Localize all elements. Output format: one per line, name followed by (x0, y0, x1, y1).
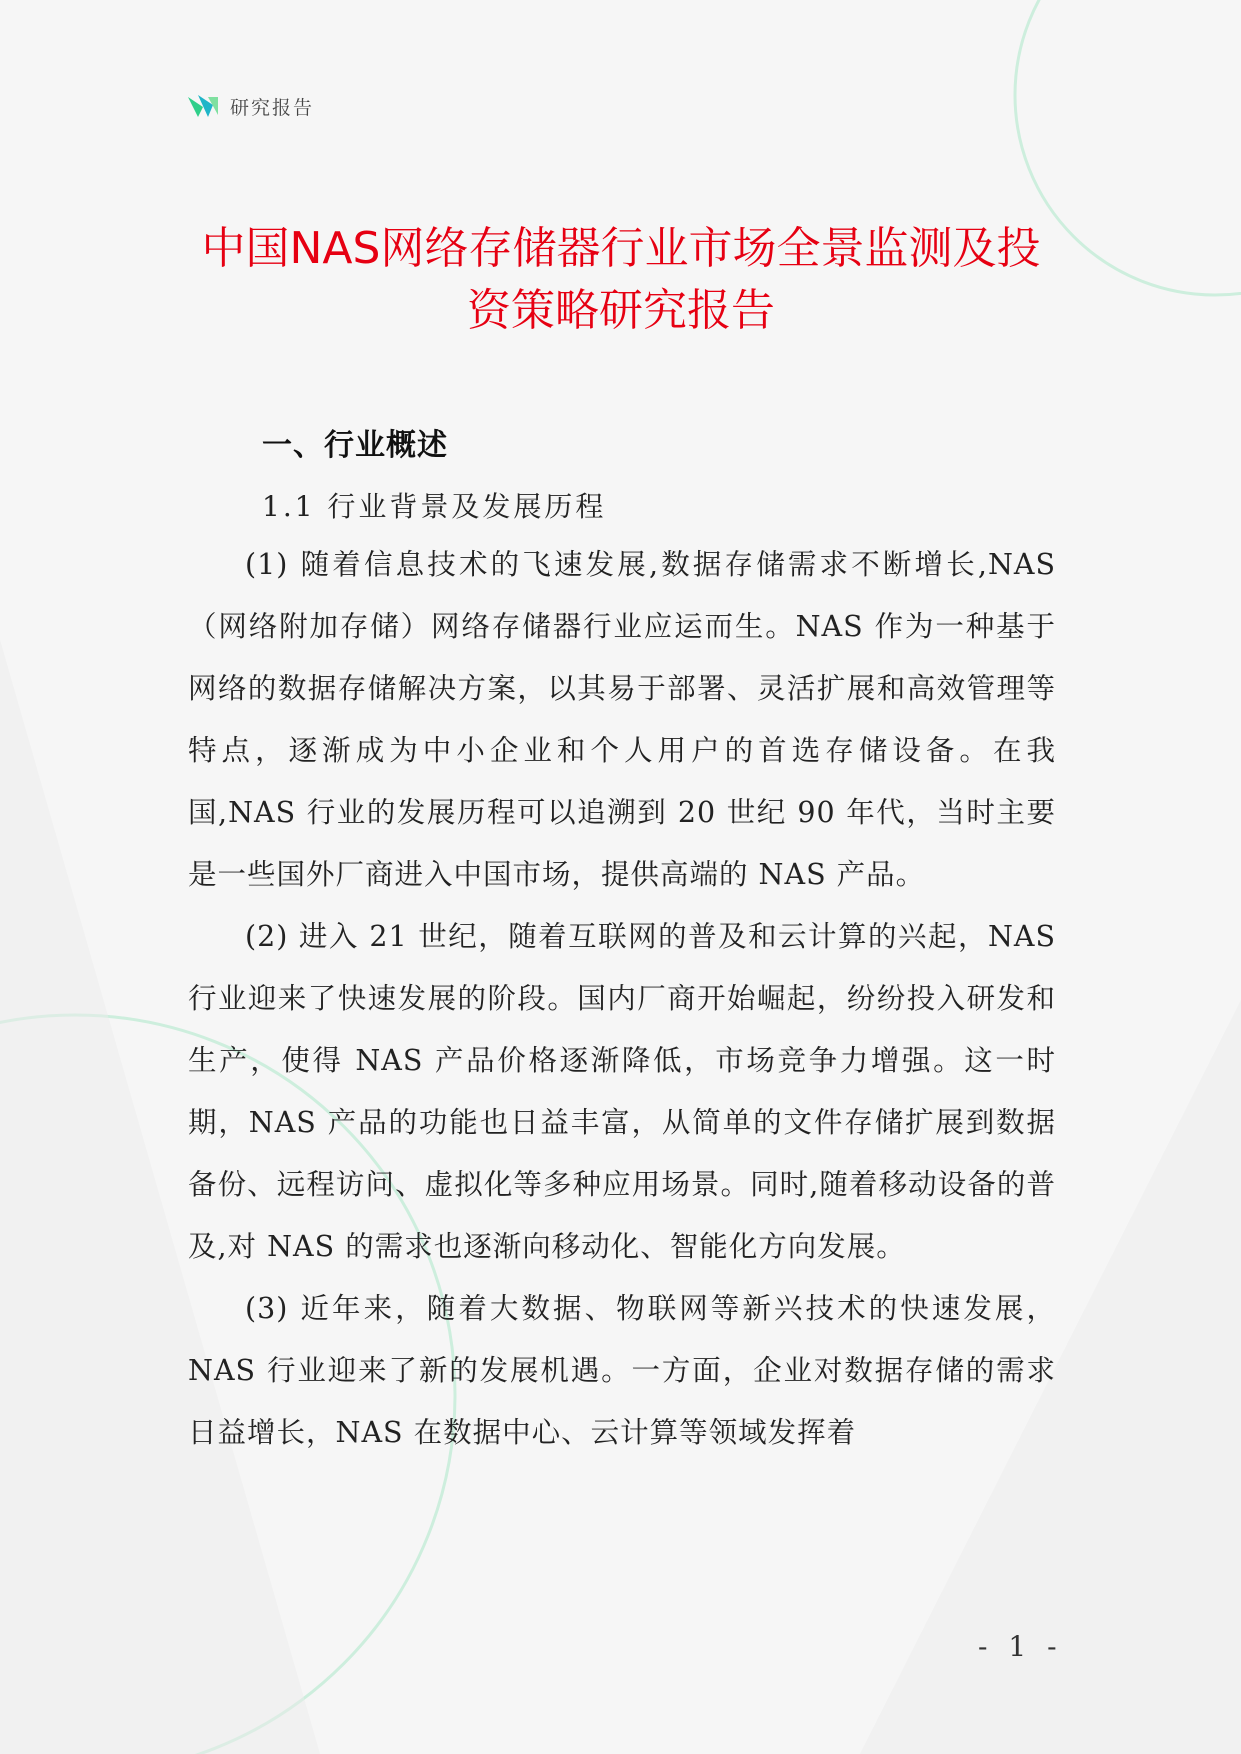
document-header (186, 88, 314, 124)
paragraph-3: (3) 近年来，随着大数据、物联网等新兴技术的快速发展，NAS 行业迎来了新的发展机遇。一方面，企业对数据存储的需求日益增长，NAS 在数据中心、云计算等领域发挥着 (188, 1292, 1056, 1449)
section-heading: 一、行业概述 (262, 428, 448, 463)
page-number: - 1 - (978, 1630, 1063, 1663)
body-text (188, 534, 1056, 1464)
document-title: 中国NAS网络存储器行业市场全景监测及投资策略研究报告 (201, 223, 1041, 336)
brand-logo-icon (186, 91, 220, 121)
paragraph-1: (1) 随着信息技术的飞速发展,数据存储需求不断增长,NAS（网络附加存储）网络存储器行业应运而生。NAS 作为一种基于网络的数据存储解决方案，以其易于部署、灵活扩展和高效管理等特点，逐渐成为中小企业和个人用户的首选存储设备。在我国,NAS 行业的发展历程可以追溯到 20 世纪 90 年代，当时主要是一些国外厂商进入中国市场，提供高端的 NAS 产品。 (188, 548, 1056, 891)
header-label: 研究报告 (230, 96, 315, 119)
subsection-heading: 1.1 行业背景及发展历程 (262, 490, 607, 523)
paragraph-2: (2) 进入 21 世纪，随着互联网的普及和云计算的兴起，NAS 行业迎来了快速发展的阶段。国内厂商开始崛起，纷纷投入研发和生产，使得 NAS 产品价格逐渐降低，市场竞争力增强。这一时期，NAS 产品的功能也日益丰富，从简单的文件存储扩展到数据备份、远程访问、虚拟化等多种应用场景。同时,随着移动设备的普及,对 NAS 的需求也逐渐向移动化、智能化方向发展。 (188, 920, 1056, 1263)
